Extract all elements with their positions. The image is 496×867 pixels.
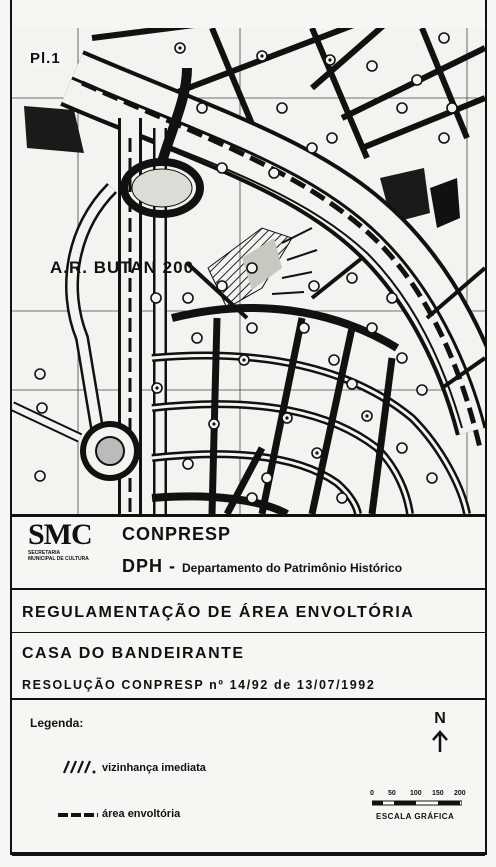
divider bbox=[12, 588, 485, 590]
north-arrow bbox=[428, 710, 452, 752]
resolution-line: RESOLUÇÃO CONPRESP nº 14/92 de 13/07/1992 bbox=[22, 678, 376, 692]
plate-label: Pl.1 bbox=[30, 50, 61, 67]
frame-border-right bbox=[485, 0, 487, 855]
graphic-scale bbox=[368, 790, 472, 830]
logo-text: SMC bbox=[28, 518, 92, 551]
logo-sub-line2: MUNICIPAL DE CULTURA bbox=[28, 556, 89, 562]
legend-item-label: vizinhança imediata bbox=[102, 762, 206, 774]
legend-item-label: área envoltória bbox=[102, 808, 181, 820]
logo-sub-line1: SECRETARIA bbox=[28, 550, 61, 556]
document-title: REGULAMENTAÇÃO DE ÁREA ENVOLTÓRIA bbox=[22, 604, 415, 621]
legend-title: Legenda: bbox=[30, 716, 84, 730]
park-label: A.R. BUTAN 200 bbox=[50, 258, 195, 277]
scale-tick-labels bbox=[368, 790, 472, 800]
divider bbox=[12, 852, 485, 856]
divider bbox=[12, 698, 485, 700]
scale-tick: 100 bbox=[410, 790, 422, 797]
scale-tick: 200 bbox=[454, 790, 466, 797]
scale-caption: ESCALA GRÁFICA bbox=[376, 812, 455, 821]
divider bbox=[12, 514, 485, 517]
scale-tick: 150 bbox=[432, 790, 444, 797]
dashed-line-icon bbox=[58, 811, 98, 819]
smc-logo bbox=[28, 520, 116, 572]
dept-code: DPH - bbox=[122, 556, 176, 576]
scale-tick: 50 bbox=[388, 790, 396, 797]
arrow-up-icon bbox=[431, 730, 449, 752]
document-subtitle: CASA DO BANDEIRANTE bbox=[22, 645, 245, 662]
department-line bbox=[122, 556, 402, 577]
scale-tick: 0 bbox=[370, 790, 374, 797]
north-label: N bbox=[434, 710, 446, 727]
dept-name: Departamento do Patrimônio Histórico bbox=[182, 561, 403, 575]
hatch-icon bbox=[60, 760, 98, 774]
org-name: CONPRESP bbox=[122, 524, 232, 544]
scale-bar bbox=[372, 800, 462, 806]
divider bbox=[12, 632, 485, 633]
